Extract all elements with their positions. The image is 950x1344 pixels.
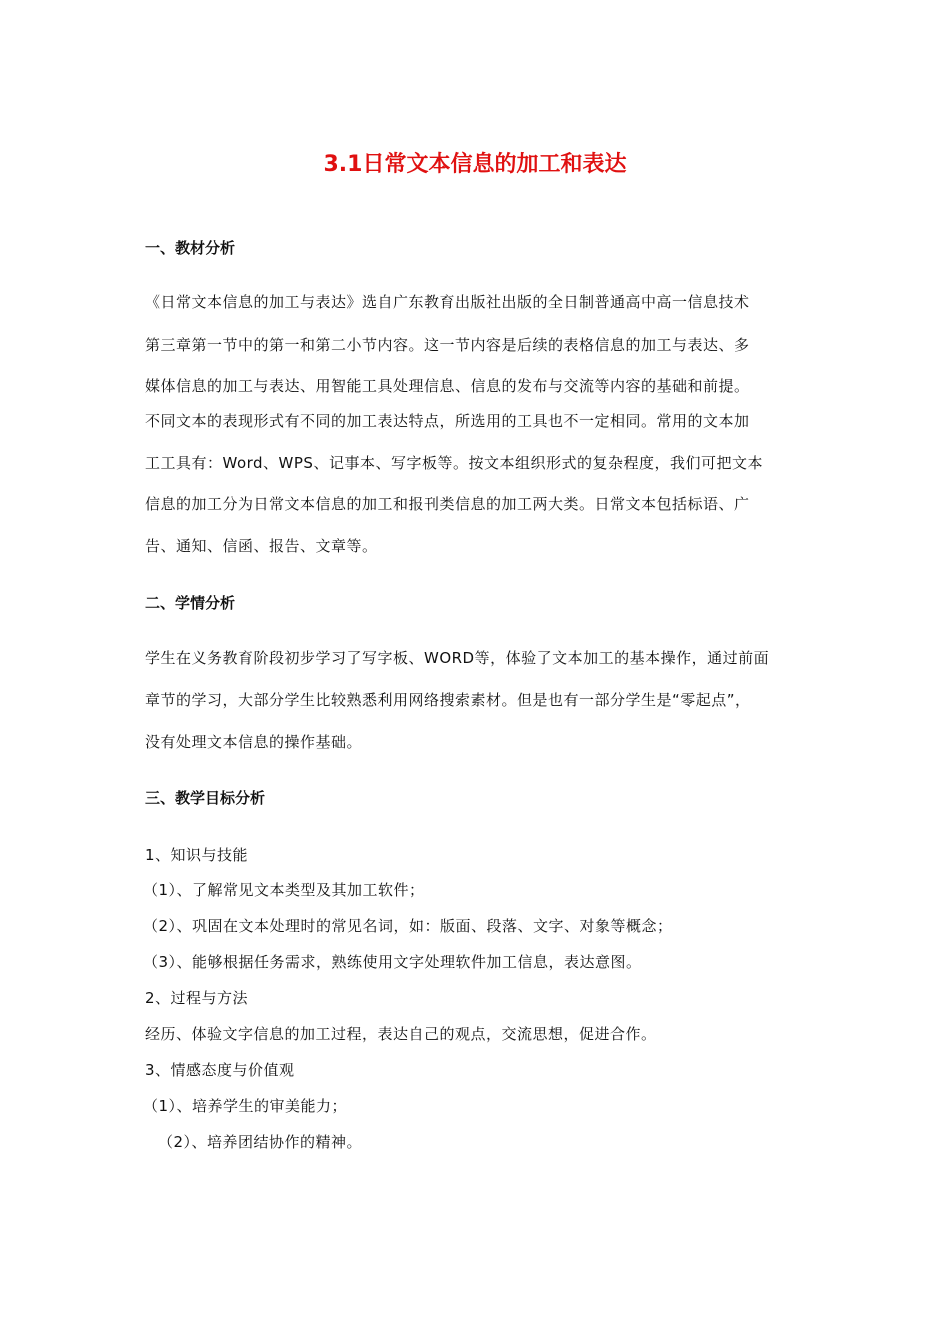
paragraph-line: 没有处理文本信息的操作基础。 (145, 733, 363, 751)
list-item: （2）、巩固在文本处理时的常见名词，如：版面、段落、文字、对象等概念； (143, 917, 673, 935)
section-heading-student-analysis: 二、学情分析 (145, 594, 236, 612)
list-item: 经历、体验文字信息的加工过程，表达自己的观点，交流思想，促进合作。 (145, 1025, 657, 1043)
list-item: 3、情感态度与价值观 (145, 1061, 295, 1079)
paragraph-line: 不同文本的表现形式有不同的加工表达特点，所选用的工具也不一定相同。常用的文本加 (145, 412, 750, 430)
paragraph-line: 告、通知、信函、报告、文章等。 (145, 537, 378, 555)
paragraph-line: 信息的加工分为日常文本信息的加工和报刊类信息的加工两大类。日常文本包括标语、广 (145, 495, 750, 513)
paragraph-line: 章节的学习，大部分学生比较熟悉利用网络搜索素材。但是也有一部分学生是“零起点”， (145, 691, 751, 709)
document-title: 3.1日常文本信息的加工和表达 (323, 152, 627, 177)
list-item: （2）、培养团结协作的精神。 (158, 1133, 363, 1151)
paragraph-line: 媒体信息的加工与表达、用智能工具处理信息、信息的发布与交流等内容的基础和前提。 (145, 377, 750, 395)
paragraph-line: 《日常文本信息的加工与表达》选自广东教育出版社出版的全日制普通高中高一信息技术 (145, 293, 750, 311)
section-heading-textbook-analysis: 一、教材分析 (145, 239, 236, 257)
paragraph-line: 第三章第一节中的第一和第二小节内容。这一节内容是后续的表格信息的加工与表达、多 (145, 336, 750, 354)
list-item: （1）、培养学生的审美能力； (143, 1097, 348, 1115)
section-heading-teaching-goals: 三、教学目标分析 (145, 789, 266, 807)
paragraph-line: 学生在义务教育阶段初步学习了写字板、WORD等，体验了文本加工的基本操作，通过前面 (145, 649, 770, 667)
paragraph-line: 工工具有：Word、WPS、记事本、写字板等。按文本组织形式的复杂程度，我们可把文本 (145, 454, 763, 472)
list-item: （1）、了解常见文本类型及其加工软件； (143, 881, 425, 899)
list-item: 2、过程与方法 (145, 989, 249, 1007)
list-item: （3）、能够根据任务需求，熟练使用文字处理软件加工信息，表达意图。 (143, 953, 642, 971)
list-item: 1、知识与技能 (145, 846, 249, 864)
